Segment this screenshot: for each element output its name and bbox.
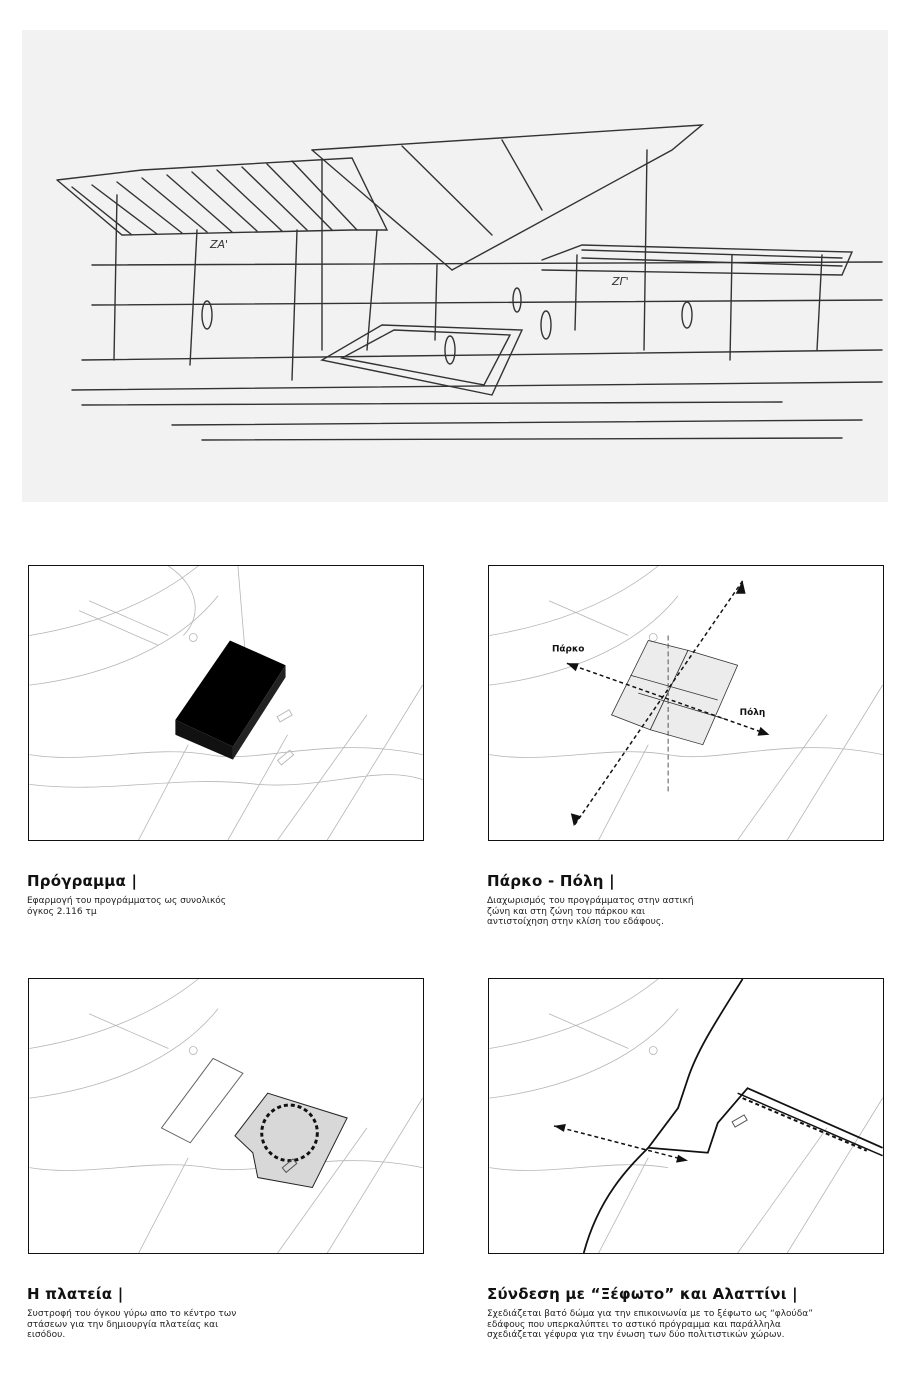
- diagram-connection: [488, 978, 884, 1254]
- label-park: Πάρκο: [551, 644, 585, 655]
- perspective-sketch: [22, 30, 888, 502]
- diagram-program: [28, 565, 424, 841]
- diagram-square: [28, 978, 424, 1254]
- square-description: Συστροφή του όγκου γύρω απο το κέντρο των στάσεων για την δημιουργία πλατείας και εισόδου.: [27, 1309, 237, 1340]
- label-city: Πόλη: [739, 707, 766, 718]
- diagram-park-city: [488, 565, 884, 841]
- park-city-title: Πάρκο - Πόλη |: [487, 872, 615, 890]
- sketch-label-zg: ZΓ': [612, 275, 629, 288]
- connection-description: Σχεδιάζεται βατό δώμα για την επικοινωνία με το ξέφωτο ως “φλούδα” εδάφους που υπερκαλύπτει το αστικό πρόγραμμα και παράλληλα σχεδιάζεται γέφυρα για την ένωση των δύο πολιτιστικών χώρων.: [487, 1309, 813, 1340]
- sketch-label-za: ZA': [210, 238, 229, 251]
- program-title: Πρόγραμμα |: [27, 872, 138, 890]
- program-description: Εφαρμογή του προγράμματος ως συνολικός όγκος 2.116 τμ: [27, 896, 227, 917]
- sketch-drawing: [22, 30, 888, 502]
- square-title: Η πλατεία |: [27, 1285, 124, 1303]
- connection-title: Σύνδεση με “Ξέφωτο” και Αλαττίνι |: [487, 1285, 798, 1303]
- park-city-description: Διαχωρισμός του προγράμματος στην αστική ζώνη και στη ζώνη του πάρκου και αντιστοίχηση στην κλίση του εδάφους.: [487, 896, 694, 927]
